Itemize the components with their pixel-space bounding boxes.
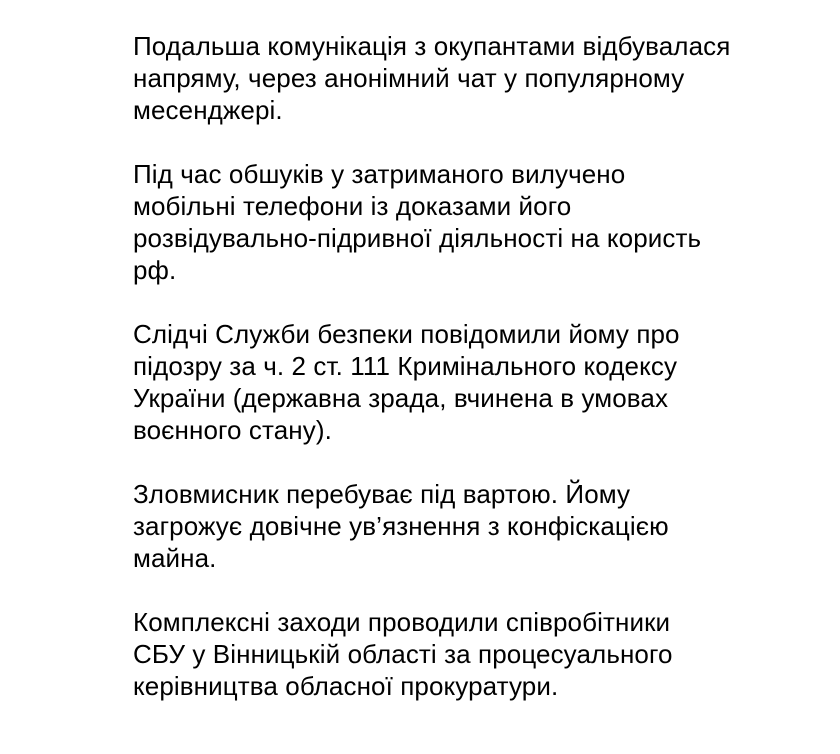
paragraph-line: Слідчі Служби безпеки повідомили йому про (133, 319, 680, 349)
article-text (133, 30, 793, 734)
paragraph-line: Подальша комунікація з окупантами відбувалася (133, 31, 731, 61)
paragraph-line: Зловмисник перебуває під вартою. Йому (133, 479, 631, 509)
paragraph-communication (133, 30, 793, 126)
paragraph-line: керівництва обласної прокуратури. (133, 671, 559, 701)
paragraph-line: загрожує довічне ув’язнення з конфіскацією (133, 511, 669, 541)
paragraph-line: Комплексні заходи проводили співробітники (133, 607, 671, 637)
paragraph-line: розвідувально-підривної діяльності на користь (133, 223, 702, 253)
paragraph-line: мобільні телефони із доказами його (133, 191, 572, 221)
paragraph-searches (133, 158, 793, 286)
paragraph-custody (133, 478, 793, 574)
paragraph-line: підозру за ч. 2 ст. 111 Кримінального кодексу (133, 351, 678, 381)
paragraph-line: Під час обшуків у затриманого вилучено (133, 159, 626, 189)
paragraph-line: СБУ у Вінницькій області за процесуального (133, 639, 673, 669)
paragraph-line: напряму, через анонімний чат у популярному (133, 63, 685, 93)
paragraph-suspicion (133, 318, 793, 446)
paragraph-line: воєнного стану). (133, 415, 332, 445)
paragraph-line: майна. (133, 543, 217, 573)
paragraph-line: рф. (133, 255, 177, 285)
paragraph-line: месенджері. (133, 95, 283, 125)
paragraph-measures (133, 606, 793, 702)
paragraph-line: України (державна зрада, вчинена в умовах (133, 383, 669, 413)
